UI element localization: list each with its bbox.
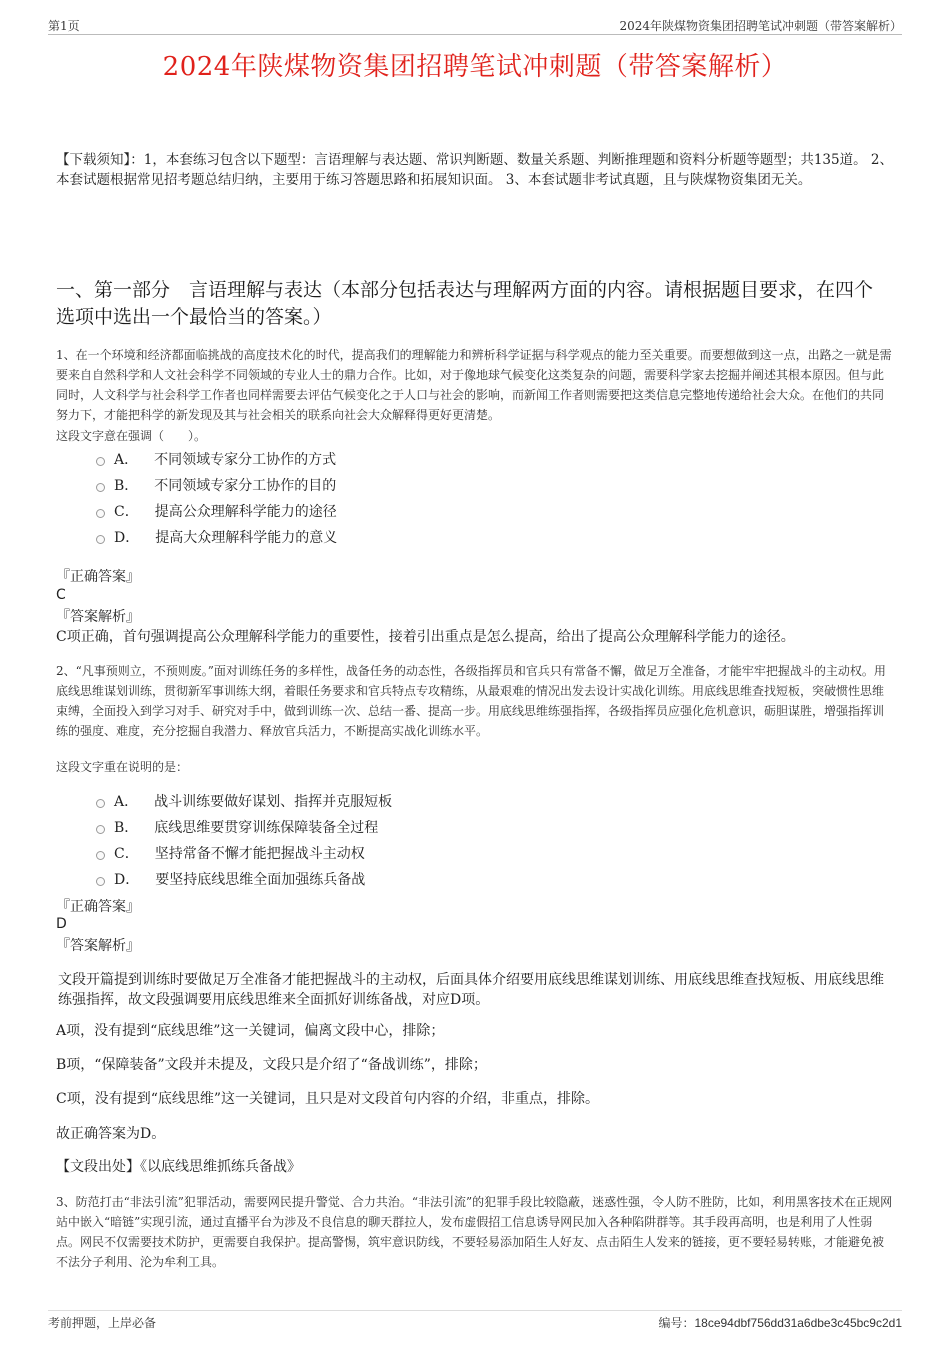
document-title: 2024年陕煤物资集团招聘笔试冲刺题（带答案解析）: [162, 52, 788, 82]
page-footer: [48, 1310, 902, 1330]
q2-option-b[interactable]: B． 底线思维要贯穿训练保障装备全过程: [96, 814, 392, 840]
q2-prompt: 这段文字重在说明的是：: [56, 760, 189, 774]
radio-icon[interactable]: [96, 877, 105, 886]
q2-answer-label: 『正确答案』: [56, 899, 140, 915]
q2-analysis-para: 文段开篇提到训练时要做足万全准备才能把握战斗的主动权，后面具体介绍要用底线思维谋划训练、用底线思维查找短板、用底线思维练强指挥，故文段强调要用底线思维来全面抓好训练备战，对应D项。: [58, 972, 884, 1008]
q1-options: [96, 446, 337, 550]
radio-icon[interactable]: [96, 825, 105, 834]
q2-answer: D: [56, 916, 67, 932]
q2-analysis-b: B项，“保障装备”文段并未提及，文段只是介绍了“备战训练”，排除；: [56, 1057, 487, 1073]
q2-option-c[interactable]: C． 坚持常备不懈才能把握战斗主动权: [96, 840, 392, 866]
q2-analysis-c: C项，没有提到“底线思维”这一关键词，且只是对文段首句内容的介绍，非重点，排除。: [56, 1091, 600, 1107]
header-doc-title: 2024年陕煤物资集团招聘笔试冲刺题（带答案解析）: [619, 19, 902, 33]
q2-option-d[interactable]: D． 要坚持底线思维全面加强练兵备战: [96, 866, 392, 892]
q2-analysis-a: A项，没有提到“底线思维”这一关键词，偏离文段中心，排除；: [56, 1023, 445, 1039]
q1-option-c[interactable]: C． 提高公众理解科学能力的途径: [96, 498, 337, 524]
q3-text: 3、防范打击“非法引流”犯罪活动，需要网民提升警觉、合力共治。“非法引流”的犯罪手段比较隐蔽，迷惑性强，令人防不胜防，比如，利用黑客技术在正规网站中嵌入“暗链”实现引流，通过直播平台为涉及不良信息的聊天群拉人，发布虚假招工信息诱导网民加入各种陷阱群等。其手段再高明，也是利用了人性弱点。网民不仅需要技术防护，更需要自我保护。提高警惕，筑牢意识防线，不要轻易添加陌生人好友、点击陌生人发来的链接，更不要轻易转账，才能避免被不法分子利用、沦为牟利工具。: [56, 1195, 893, 1269]
q2-source: 【文段出处】《以底线思维抓练兵备战》: [56, 1159, 301, 1175]
q2-analysis-label: 『答案解析』: [56, 938, 140, 954]
q2-option-a[interactable]: A． 战斗训练要做好谋划、指挥并克服短板: [96, 788, 392, 814]
section-title: 一、第一部分 言语理解与表达（本部分包括表达与理解两方面的内容。请根据题目要求，在四个选项中选出一个最恰当的答案。）: [56, 279, 874, 328]
q1-prompt: 这段文字意在强调（ ）。: [56, 429, 207, 443]
page-number: 第1页: [48, 19, 80, 33]
q1-option-b[interactable]: B． 不同领域专家分工协作的目的: [96, 472, 337, 498]
q1-analysis: C项正确，首句强调提高公众理解科学能力的重要性，接着引出重点是怎么提高，给出了提高公众理解科学能力的途径。: [56, 629, 795, 645]
radio-icon[interactable]: [96, 509, 105, 518]
download-notice: 【下载须知】：1，本套练习包含以下题型：言语理解与表达题、常识判断题、数量关系题、判断推理题和资料分析题等题型；共135道。 2、本套试题根据常见招考题总结归纳，主要用于练习答题思路和拓展知识面。 3、本套试题非考试真题，且与陕煤物资集团无关。: [56, 152, 893, 188]
q2-options: [96, 788, 392, 892]
radio-icon[interactable]: [96, 483, 105, 492]
q1-option-a[interactable]: A． 不同领域专家分工协作的方式: [96, 446, 337, 472]
radio-icon[interactable]: [96, 457, 105, 466]
radio-icon[interactable]: [96, 535, 105, 544]
q1-text: 1、在一个环境和经济都面临挑战的高度技术化的时代，提高我们的理解能力和辨析科学证据与科学观点的能力至关重要。而要想做到这一点，出路之一就是需要来自自然科学和人文社会科学不同领域的专业人士的鼎力合作。比如，对于像地球气候变化这类复杂的问题，需要科学家去挖掘并阐述其根本原因。但与此同时，人文科学与社会科学工作者也同样需要去评估气候变化之于人口与社会的影响，而新闻工作者则需要把这类信息完整地传递给社会大众。在他们的共同努力下，才能把科学的新发现及其与社会相关的联系向社会大众解释得更好更清楚。: [56, 348, 892, 422]
radio-icon[interactable]: [96, 799, 105, 808]
q1-answer: C: [56, 587, 66, 603]
radio-icon[interactable]: [96, 851, 105, 860]
q2-text: 2、“凡事预则立，不预则废。”面对训练任务的多样性，战备任务的动态性，各级指挥员和官兵只有常备不懈，做足万全准备，才能牢牢把握战斗的主动权。用底线思维谋划训练，贯彻新军事训练大纲，着眼任务要求和官兵特点专攻精练，从最艰难的情况出发去设计实战化训练。用底线思维查找短板，突破惯性思维束缚，全面投入到学习对手、研究对手中，做到训练一次、总结一番、提高一步。用底线思维练强指挥，各级指挥员应强化危机意识，砺胆谋胜，增强指挥训练的强度、难度，充分挖掘自我潜力、释放官兵活力，不断提高实战化训练水平。: [56, 664, 886, 738]
q1-answer-label: 『正确答案』: [56, 569, 140, 585]
page-header: [48, 14, 902, 35]
q1-option-d[interactable]: D． 提高大众理解科学能力的意义: [96, 524, 337, 550]
q2-analysis-conclusion: 故正确答案为D。: [56, 1126, 166, 1142]
footer-code: 编号：18ce94dbf756dd31a6dbe3c45bc9c2d1: [658, 1316, 902, 1330]
footer-slogan: 考前押题，上岸必备: [48, 1316, 157, 1330]
q1-analysis-label: 『答案解析』: [56, 609, 140, 625]
